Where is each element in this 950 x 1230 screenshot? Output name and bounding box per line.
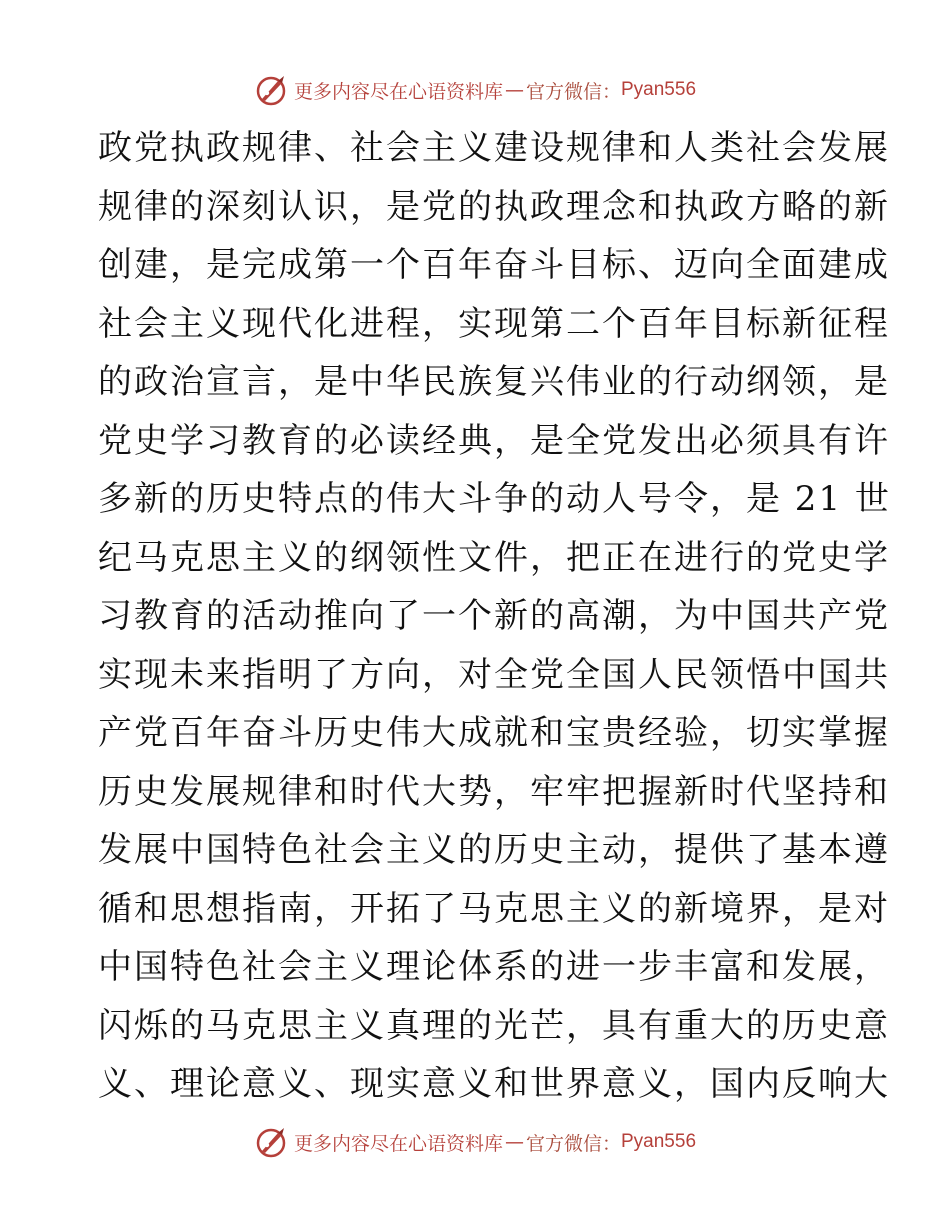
body-line: 多新的历史特点的伟大斗争的动人号令，是 21 世 [98, 479, 891, 519]
header-wechat-label: 官方微信： [525, 80, 621, 103]
body-line: 政党执政规律、社会主义建设规律和人类社会发展 [98, 128, 890, 168]
body-line: 发展中国特色社会主义的历史主动，提供了基本遵 [98, 830, 890, 870]
header-promo-text: 更多内容尽在心语资料库 [293, 80, 503, 103]
header-wechat-id: Pyan556 [621, 79, 697, 100]
header-banner [0, 70, 950, 110]
body-line: 习教育的活动推向了一个新的高潮，为中国共产党 [98, 596, 890, 636]
body-line: 义、理论意义、现实意义和世界意义，国内反响大 [98, 1064, 890, 1104]
footer-dash: — [504, 1131, 524, 1153]
header-dash: — [504, 79, 524, 101]
body-line: 中国特色社会主义理论体系的进一步丰富和发展， [98, 947, 890, 987]
body-line: 社会主义现代化进程，实现第二个百年目标新征程 [98, 303, 890, 344]
body-line: 循和思想指南，开拓了马克思主义的新境界，是对 [98, 888, 890, 929]
document-body [98, 119, 891, 1114]
footer-banner [0, 1122, 950, 1162]
body-line: 党史学习教育的必读经典，是全党发出必须具有许 [98, 420, 890, 461]
body-line: 产党百年奋斗历史伟大成就和宝贵经验，切实掌握 [98, 713, 890, 753]
body-line: 创建，是完成第一个百年奋斗目标、迈向全面建成 [98, 245, 890, 285]
footer-wechat-label: 官方微信： [525, 1132, 621, 1155]
body-line: 规律的深刻认识，是党的执政理念和执政方略的新 [98, 186, 890, 227]
quill-logo-icon [254, 73, 288, 107]
footer-wechat-id: Pyan556 [621, 1131, 697, 1152]
body-line: 的政治宣言，是中华民族复兴伟业的行动纲领，是 [98, 362, 890, 402]
quill-logo-icon [254, 1125, 288, 1159]
body-line: 历史发展规律和时代大势，牢牢把握新时代坚持和 [98, 771, 890, 812]
body-line: 闪烁的马克思主义真理的光芒，具有重大的历史意 [98, 1005, 890, 1046]
body-line: 实现未来指明了方向，对全党全国人民领悟中国共 [98, 654, 890, 695]
footer-promo-text: 更多内容尽在心语资料库 [293, 1132, 503, 1155]
body-line: 纪马克思主义的纲领性文件，把正在进行的党史学 [98, 537, 890, 578]
